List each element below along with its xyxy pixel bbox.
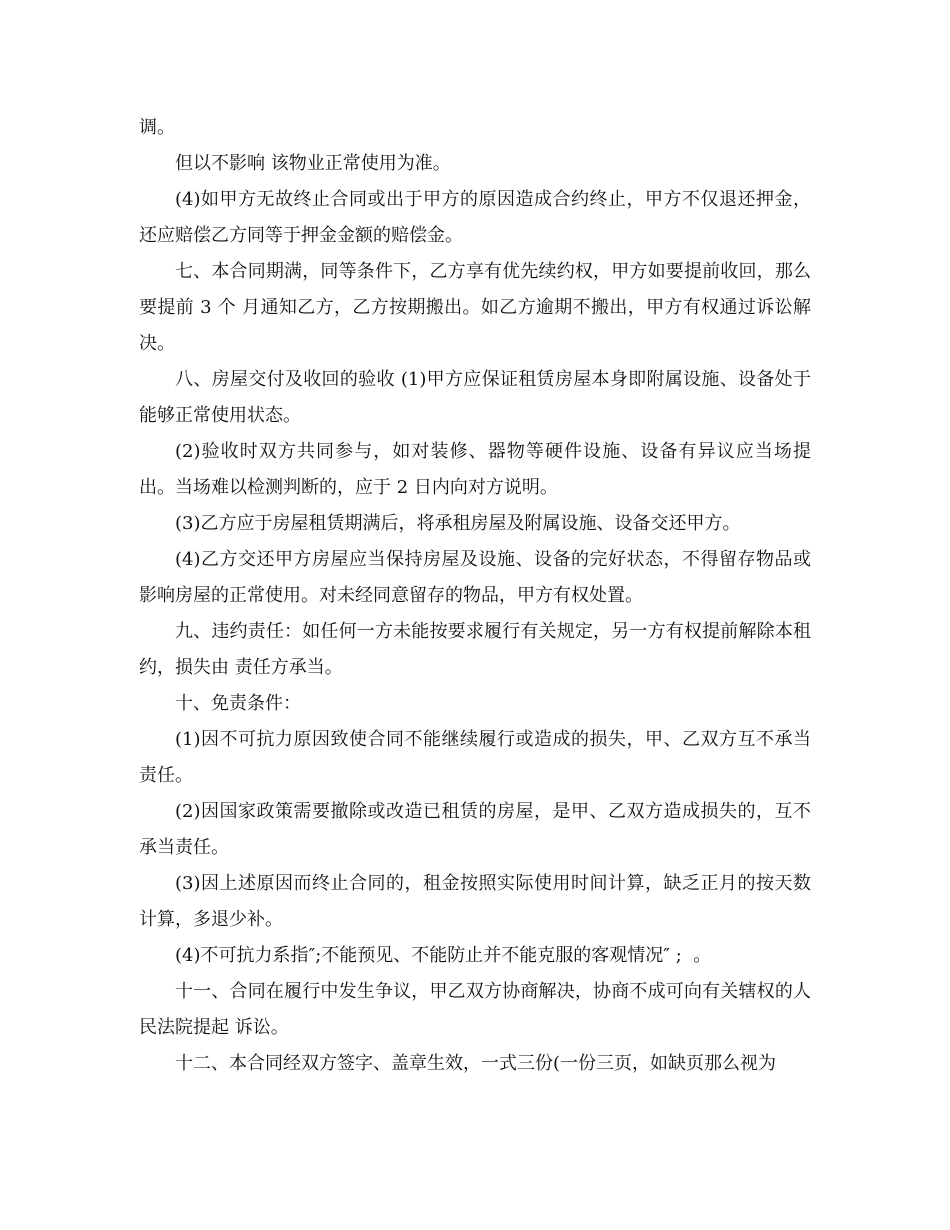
- paragraph-4: 七、本合同期满，同等条件下，乙方享有优先续约权，甲方如要提前收回，那么要提前 3 个 月通知乙方，乙方按期搬出。如乙方逾期不搬出，甲方有权通过诉讼解决。: [139, 261, 811, 354]
- document-body: [139, 110, 811, 1082]
- paragraph-12: (2)因国家政策需要撤除或改造已租赁的房屋，是甲、乙双方造成损失的，互不承当责任。: [139, 801, 811, 858]
- paragraph-1: 调。: [139, 117, 175, 138]
- paragraph-3: (4)如甲方无故终止合同或出于甲方的原因造成合约终止，甲方不仅退还押金，还应赔偿乙方同等于押金金额的赔偿金。: [139, 189, 811, 246]
- paragraph-13: (3)因上述原因而终止合同的，租金按照实际使用时间计算，缺乏正月的按天数计算，多退少补。: [139, 873, 811, 930]
- paragraph-11: (1)因不可抗力原因致使合同不能继续履行或造成的损失，甲、乙双方互不承当责任。: [139, 729, 811, 786]
- paragraph-16: 十二、本合同经双方签字、盖章生效，一式三份(一份三页，如缺页那么视为: [175, 1053, 777, 1074]
- paragraph-10: 十、免责条件：: [175, 693, 301, 714]
- paragraph-9: 九、违约责任：如任何一方未能按要求履行有关规定，另一方有权提前解除本租约，损失由 责任方承当。: [139, 621, 811, 678]
- paragraph-2: 但以不影响 该物业正常使用为准。: [175, 153, 451, 174]
- paragraph-8: (4)乙方交还甲方房屋应当保持房屋及设施、设备的完好状态，不得留存物品或影响房屋的正常使用。对未经同意留存的物品，甲方有权处置。: [139, 549, 811, 606]
- paragraph-7: (3)乙方应于房屋租赁期满后，将承租房屋及附属设施、设备交还甲方。: [175, 513, 741, 534]
- paragraph-15: 十一、合同在履行中发生争议，甲乙双方协商解决，协商不成可向有关辖权的人民法院提起 诉讼。: [139, 981, 811, 1038]
- paragraph-6: (2)验收时双方共同参与，如对装修、器物等硬件设施、设备有异议应当场提出。当场难以检测判断的，应于 2 日内向对方说明。: [139, 441, 811, 498]
- paragraph-14: (4)不可抗力系指″;不能预见、不能防止并不能克服的客观情况″ ; 。: [175, 945, 712, 966]
- paragraph-5: 八、房屋交付及收回的验收 (1)甲方应保证租赁房屋本身即附属设施、设备处于能够正常使用状态。: [139, 369, 811, 426]
